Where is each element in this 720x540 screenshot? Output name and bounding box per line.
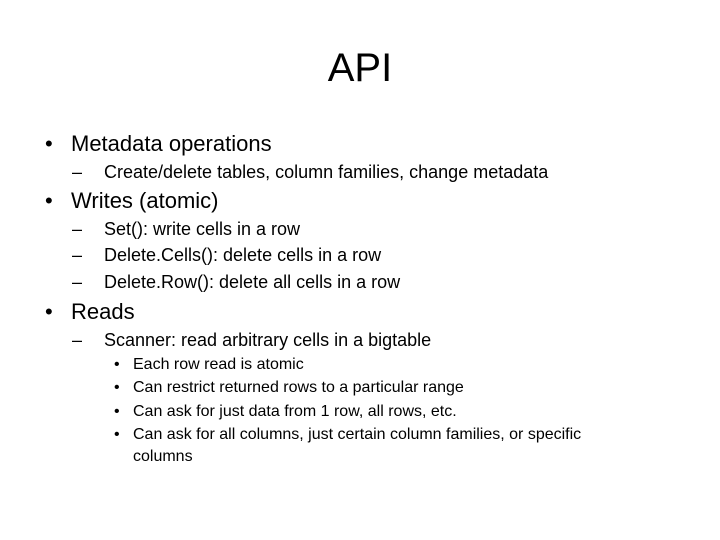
subsubbullet-text: Each row read is atomic <box>133 356 304 373</box>
bullet-text: Writes (atomic) <box>71 188 219 213</box>
subbullet-text: Create/delete tables, column families, change metadata <box>104 162 549 182</box>
subsubbullet-restrict-rows <box>114 378 464 398</box>
subbullet-text: Scanner: read arbitrary cells in a bigtable <box>104 330 432 350</box>
subbullet-text: Set(): write cells in a row <box>104 219 301 239</box>
subbullet-text: Delete.Cells(): delete cells in a row <box>104 245 382 265</box>
bullet-marker: • <box>114 403 120 420</box>
subsubbullet-text: Can restrict returned rows to a particular range <box>133 379 464 396</box>
subsubbullet-just-data <box>114 402 457 422</box>
subsubbullet-row-atomic <box>114 355 304 375</box>
dash-marker: – <box>72 272 83 292</box>
bullet-marker: • <box>114 379 120 396</box>
bullet-text: Metadata operations <box>71 131 272 156</box>
dash-marker: – <box>72 162 83 182</box>
bullet-marker: • <box>45 188 53 213</box>
dash-marker: – <box>72 245 83 265</box>
bullet-marker: • <box>114 356 120 373</box>
subsubbullet-text-continuation: columns <box>133 448 193 465</box>
subbullet-set <box>72 218 301 240</box>
bullet-metadata-operations <box>45 131 272 157</box>
subbullet-scanner <box>72 329 432 351</box>
subsubbullet-all-columns <box>114 425 582 445</box>
dash-marker: – <box>72 219 83 239</box>
slide-title: API <box>327 46 393 90</box>
subbullet-text: Delete.Row(): delete all cells in a row <box>104 272 401 292</box>
subbullet-delete-row <box>72 271 401 293</box>
bullet-marker: • <box>45 131 53 156</box>
subsubbullet-text: Can ask for just data from 1 row, all rows, etc. <box>133 403 457 420</box>
dash-marker: – <box>72 330 83 350</box>
bullet-reads <box>45 299 135 325</box>
subbullet-create-delete <box>72 161 549 183</box>
bullet-text: Reads <box>71 299 135 324</box>
subsubbullet-text: Can ask for all columns, just certain column families, or specific <box>133 426 582 443</box>
subbullet-delete-cells <box>72 244 382 266</box>
subsubbullet-continuation <box>133 447 193 467</box>
bullet-marker: • <box>114 426 120 443</box>
bullet-writes <box>45 188 219 214</box>
bullet-marker: • <box>45 299 53 324</box>
